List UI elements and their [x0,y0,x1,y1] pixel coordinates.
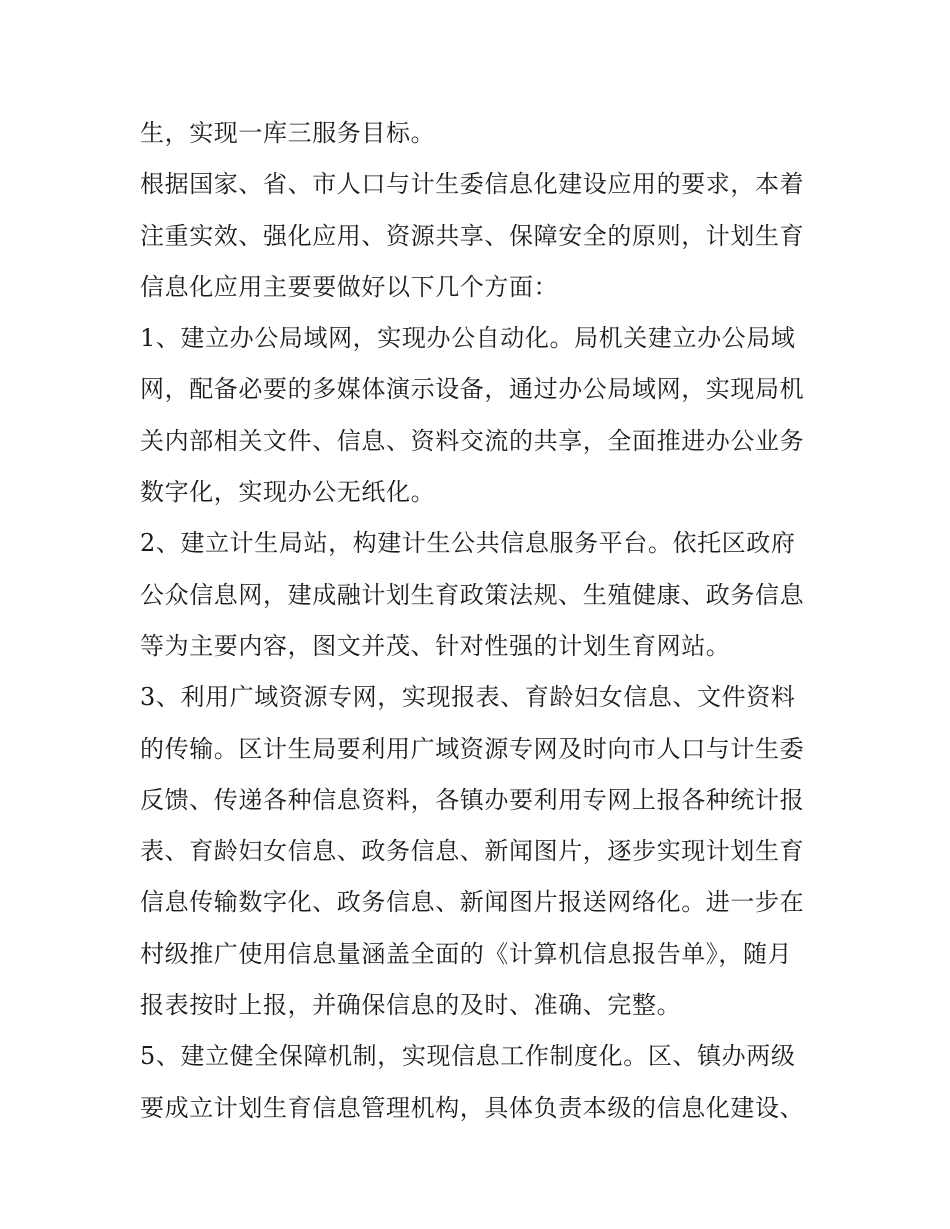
text-line: 反馈、传递各种信息资料，各镇办要利用专网上报各种统计报 [140,785,805,814]
text-line: 公众信息网，建成融计划生育政策法规、生殖健康、政务信息 [140,580,805,609]
text-line: 信息化应用主要要做好以下几个方面： [140,272,559,301]
text-line: 要成立计划生育信息管理机构，具体负责本级的信息化建设、 [140,1093,805,1122]
text-line: 的传输。区计生局要利用广域资源专网及时向市人口与计生委 [140,734,805,763]
document-body [140,108,812,1134]
text-line: 数字化，实现办公无纸化。 [140,478,436,507]
text-line: 2、建立计生局站，构建计生公共信息服务平台。依托区政府 [140,529,796,558]
text-line: 关内部相关文件、信息、资料交流的共享，全面推进办公业务 [140,426,805,455]
text-line: 报表按时上报，并确保信息的及时、准确、完整。 [140,991,682,1020]
text-line: 注重实效、强化应用、资源共享、保障安全的原则，计划生育 [140,221,805,250]
text-line: 信息传输数字化、政务信息、新闻图片报送网络化。进一步在 [140,888,805,917]
text-line: 根据国家、省、市人口与计生委信息化建设应用的要求，本着 [140,170,805,199]
text-line: 村级推广使用信息量涵盖全面的《计算机信息报告单》，随月 [140,939,793,968]
text-line: 1、建立办公局域网，实现办公自动化。局机关建立办公局域 [140,324,796,353]
text-line: 生，实现一库三服务目标。 [140,119,436,147]
text-line: 表、育龄妇女信息、政务信息、新闻图片，逐步实现计划生育 [140,837,805,866]
text-line: 5、建立健全保障机制，实现信息工作制度化。区、镇办两级 [140,1042,796,1071]
text-line: 等为主要内容，图文并茂、针对性强的计划生育网站。 [140,631,731,660]
text-line: 3、利用广域资源专网，实现报表、育龄妇女信息、文件资料 [140,683,796,712]
text-line: 网，配备必要的多媒体演示设备，通过办公局域网，实现局机 [140,375,805,404]
